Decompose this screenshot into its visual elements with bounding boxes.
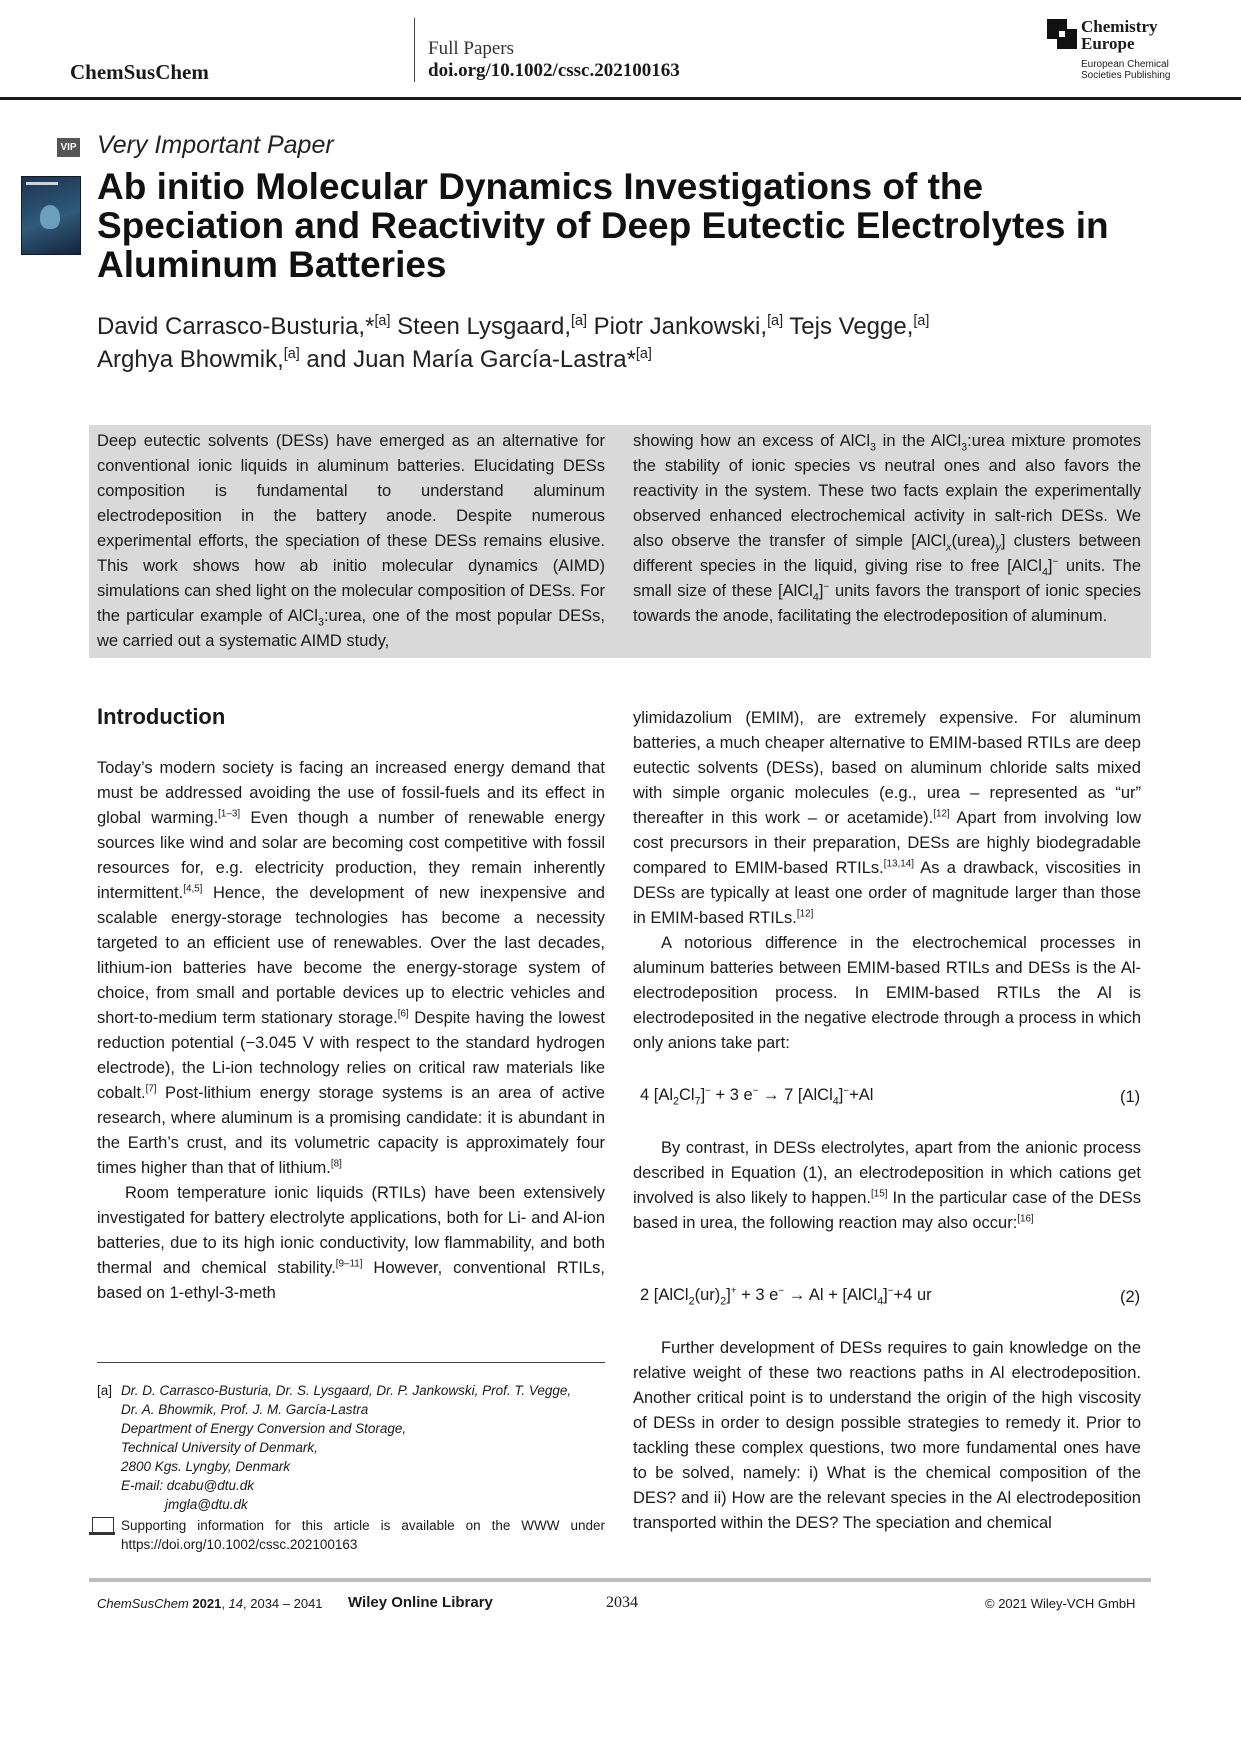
equation-1-number: (1) [1120,1088,1141,1106]
chemistry-europe-logo-icon [1047,19,1077,49]
citation[interactable]: [6] [397,1008,409,1020]
wiley-online-library-link[interactable]: Wiley Online Library [348,1594,493,1611]
citation[interactable]: [15] [870,1188,888,1200]
citation[interactable]: [8] [330,1158,342,1170]
journal-name: ChemSusChem [70,60,209,84]
intro-paragraph-1: Today’s modern society is facing an increased energy demand that must be addressed avoiding the use of fossil-fuels and its effect in global warming.[1–3] Even though a number of renewable energy sources like wind and solar are becoming cost competitive with fossil resources for, e.g. electricity production, they remain inherently intermittent.[4,5] Hence, the development of new inexpensive and scalable energy-storage technologies has become a necessity targeted to an efficient use of renewables. Over the last decades, lithium-ion batteries have become the energy-storage system of choice, from small and portable devices up to electric vehicles and short-to-medium term stationary storage.[6] Despite having the lowest reduction potential (−3.045 V with respect to the standard hydrogen electrode), the Li-ion technology relies on critical raw materials like cobalt.[7] Post-lithium energy storage systems is an area of active research, where aluminum is a promising candidate: it is abundant in the Earth’s crust, and its volumetric capacity is approximately four times higher than that of lithium.[8] [97,759,605,1177]
author-lysgaard: Steen Lysgaard, [390,313,571,340]
intro-paragraph-5: By contrast, in DESs electrolytes, apart from the anionic process described in Equation (1), an electrodeposition in which cations get involved is also likely to happen.[15] In the particular case of the DESs based in urea, the following reaction may also occur:[16] [633,1139,1141,1232]
computer-icon-base [89,1532,115,1535]
equation-2: 2 $[AlCl_2(ur)_2]^+ + 3$ e− → Al + [AlCl$_4$]−+4 ur [640,1285,932,1308]
affiliation-mark: [a] [913,313,930,329]
abstract-left-column: Deep eutectic solvents (DESs) have emerged as an alternative for conventional ionic liquids in aluminum batteries. Elucidating DESs composition is fundamental to understand aluminum electrodeposition in the battery anode. Despite numerous experimental efforts, the speciation of these DESs remains elusive. This work shows how ab initio molecular dynamics (AIMD) simulations can shed light on the molecular composition of DESs. For the particular example of AlCl$_3$:urea, one of the most popular DESs, we carried out a systematic AIMD study, [97,432,605,650]
abstract-right-column: showing how an excess of AlCl$_3$ in the AlCl$_3$:urea mixture promotes the stability of ionic species vs neutral ones and also favors the reactivity in the system. These two facts explain the experimentally observed enhanced electrochemical activity in salt-rich DESs. We also observe the transfer of simple $[AlCl_x(urea)_y]$ clusters between different species in the liquid, giving rise to free [AlCl$_4$]− units. The small size of these [AlCl$_4$]− units favors the transport of ionic species towards the anode, facilitating the electrodeposition of aluminum. [633,432,1141,625]
paper-title: Ab initio Molecular Dynamics Investigations of the Speciation and Reactivity of Deep Eutectic Electrolytes in Aluminum Batteries [97,166,1109,285]
footer-rule [89,1578,1151,1582]
cover-thumbnail-graphic [40,205,60,229]
citation[interactable]: [13,14] [883,858,914,870]
page-number: 2034 [606,1594,638,1611]
author-bhowmik: Arghya Bhowmik, [97,346,284,373]
intro-right-column [633,706,1141,1056]
intro-paragraph-2: Room temperature ionic liquids (RTILs) have been extensively investigated for battery electrolyte applications, both for Li- and Al-ion batteries, due to its high ionic conductivity, low flammability, and both thermal and chemical stability.[9–11] However, conventional RTILs, based on 1-ethyl-3-meth [97,1184,605,1302]
author-vegge: Tejs Vegge, [783,313,914,340]
footer-citation: ChemSusChem 2021, 14, 2034 – 2041 [97,1596,323,1611]
header-separator [414,18,415,82]
equation-1: 4 $[Al_2Cl_7]^- + 3$ e− → 7 [AlCl$_4$]−+Al [640,1085,874,1108]
cover-thumbnail-header [26,182,58,185]
vip-label: Very Important Paper [97,131,334,159]
header-rule [0,97,1241,100]
supporting-info-note[interactable]: Supporting information for this article is available on the WWW under https://doi.org/10.1002/cssc.202100163 [121,1518,605,1552]
email-link[interactable]: jmgla@dtu.dk [165,1497,248,1512]
footnote-rule [97,1362,605,1363]
affiliation-mark: [a] [767,313,784,329]
citation[interactable]: [1–3] [218,808,241,820]
cover-thumbnail[interactable] [21,176,81,255]
doi-link[interactable]: doi.org/10.1002/cssc.202100163 [428,60,680,81]
section-heading-introduction: Introduction [97,704,226,729]
affiliation-mark: [a] [374,313,391,329]
intro-paragraph-3: ylimidazolium (EMIM), are extremely expensive. For aluminum batteries, a much cheaper alternative to EMIM-based RTILs are deep eutectic solvents (DESs), based on aluminum chloride salts mixed with simple organic molecules (e.g., urea – represented as “ur” thereafter in this work – or acetamide).[12] Apart from involving low cost precursors in their preparation, DESs are highly biodegradable compared to EMIM-based RTILs.[13,14] As a drawback, viscosities in DESs are typically at least one order of magnitude larger than those in EMIM-based RTILs.[12] [633,709,1142,927]
citation[interactable]: [12] [933,808,950,820]
author-garcia-lastra: and Juan María García-Lastra* [299,346,636,373]
intro-paragraph-6: Further development of DESs requires to gain knowledge on the relative weight of these two reactions paths in Al electrodeposition. Another critical point is to understand the origin of the high viscosity of DESs in order to design possible strategies to remedy it. Prior to tackling these complex questions, two more fundamental ones have to be solved, namely: i) What is the chemical composition of the DES? and ii) How are the relevant species in the Al electrodeposition transported within the DES? The speciation and chemical [633,1339,1141,1532]
publisher-subtitle: European Chemical Societies Publishing [1081,59,1171,81]
affiliation-mark: [a] [571,313,587,329]
paper-type: Full Papers [428,38,515,59]
author-list [97,310,1157,376]
email-link[interactable]: E-mail: dcabu@dtu.dk [121,1478,255,1493]
equation-2-number: (2) [1120,1288,1141,1306]
footnote-label: [a] [97,1383,113,1398]
author-jankowski: Piotr Jankowski, [587,313,768,340]
copyright: © 2021 Wiley-VCH GmbH [985,1596,1136,1611]
citation[interactable]: [12] [796,908,814,920]
citation[interactable]: [16] [1017,1213,1034,1225]
intro-left-column [97,756,605,1306]
affiliation-mark: [a] [635,346,652,362]
citation[interactable]: [9–11] [335,1258,363,1270]
intro-paragraph-4: A notorious difference in the electrochemical processes in aluminum batteries between EMIM-based RTILs and DESs is the Al-electrodeposition process. In EMIM-based RTILs the Al is electrodeposited in the negative electrode through a process in which only anions take part: [633,934,1141,1052]
affiliation-mark: [a] [283,346,300,362]
publisher-name: Chemistry Europe [1081,17,1158,53]
citation[interactable]: [7] [145,1083,157,1095]
citation[interactable]: [4,5] [183,883,203,895]
affiliation-footnote: [a] Dr. D. Carrasco-Busturia, Dr. S. Lysgaard, Dr. P. Jankowski, Prof. T. Vegge, Dr. A. Bhowmik, Prof. J. M. García-Lastra Department of Energy Conversion and Storage, Technical University of Denmark, 2800 Kgs. Lyngby, Denmark E-mail: dcabu@dtu.dk jmgla@dtu.dk [97,1381,605,1514]
author-carrasco-busturia: David Carrasco-Busturia,* [97,313,375,340]
vip-badge: VIP [57,138,80,157]
